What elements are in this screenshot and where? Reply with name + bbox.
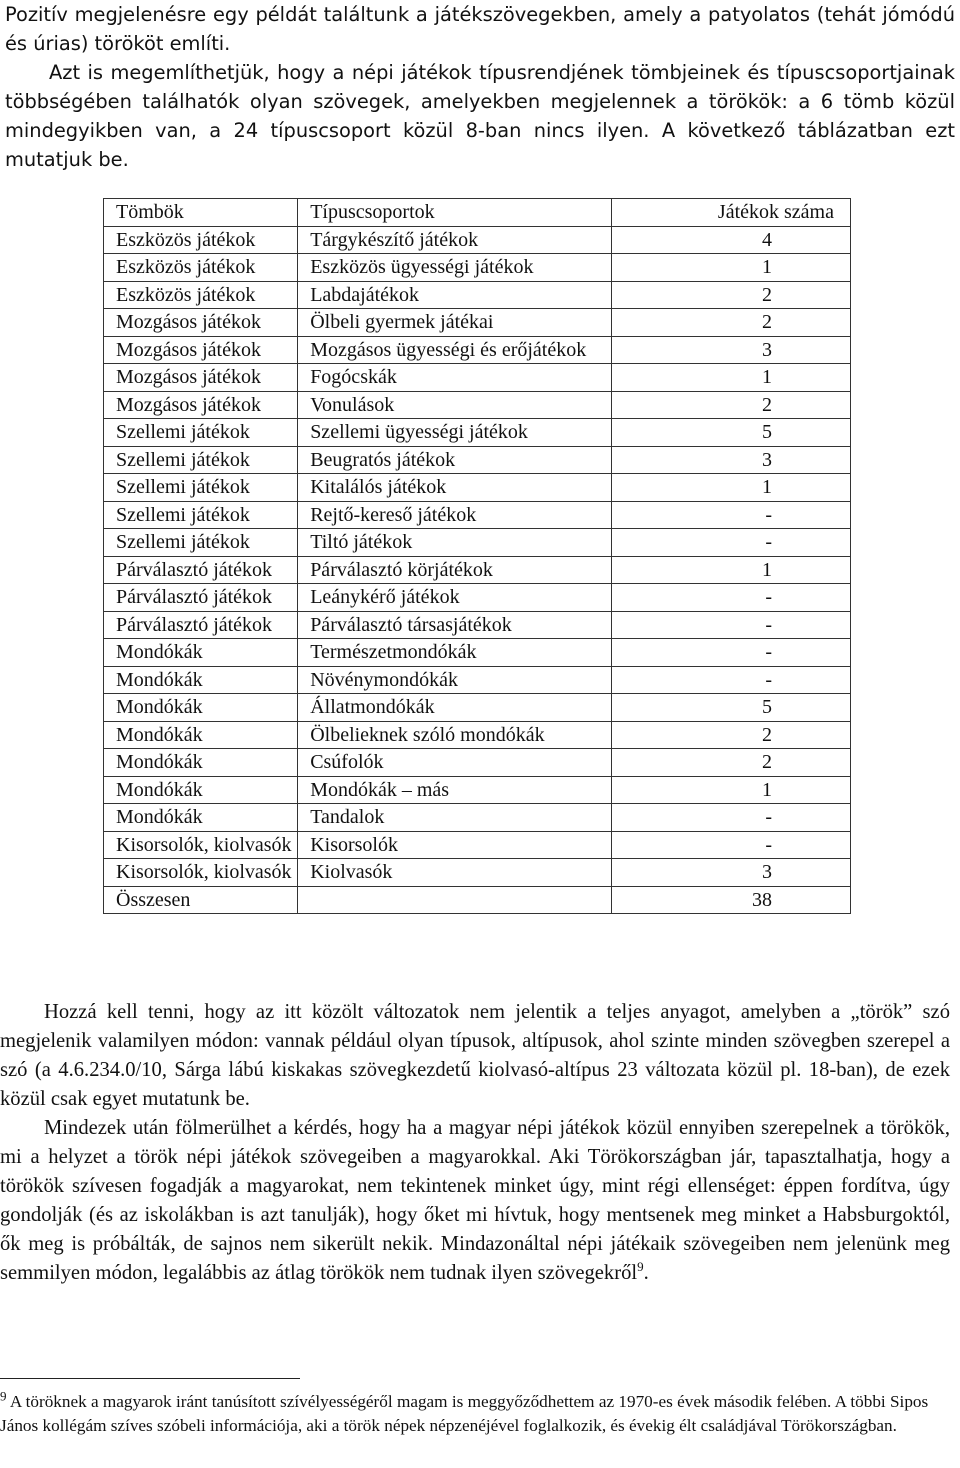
cell-block: Eszközös játékok: [104, 281, 298, 309]
cell-game-count: -: [612, 666, 851, 694]
cell-block: Mondókák: [104, 694, 298, 722]
after-paragraph-2-end: .: [643, 1262, 649, 1284]
table-row: [104, 309, 851, 337]
cell-type-group: Kisorsolók: [298, 831, 612, 859]
cell-block: Párválasztó játékok: [104, 584, 298, 612]
cell-type-group: Vonulások: [298, 391, 612, 419]
cell-type-group: Labdajátékok: [298, 281, 612, 309]
footnote-reference: 9: [637, 1259, 644, 1275]
intro-paragraph-1: Pozitív megjelenésre egy példát találtunk a játékszövegekben, amely a patyolatos (tehát jómódú és úrias) törököt említi.: [5, 3, 955, 55]
table-row: [104, 254, 851, 282]
cell-block: Mondókák: [104, 776, 298, 804]
total-value: 38: [612, 886, 851, 914]
cell-block: Szellemi játékok: [104, 474, 298, 502]
table-row: [104, 501, 851, 529]
table-row: [104, 749, 851, 777]
cell-game-count: -: [612, 804, 851, 832]
games-table: [103, 198, 851, 914]
cell-block: Kisorsolók, kiolvasók: [104, 831, 298, 859]
table-row: [104, 364, 851, 392]
cell-type-group: Párválasztó körjátékok: [298, 556, 612, 584]
table-header-row: [104, 199, 851, 227]
cell-block: Párválasztó játékok: [104, 611, 298, 639]
cell-block: Mondókák: [104, 666, 298, 694]
after-paragraph-2-text: Mindezek után fölmerülhet a kérdés, hogy ha a magyar népi játékok közül ennyiben szerepelnek a törökök, mi a helyzet a török népi játékok szövegeiben a magyarokkal. Aki Törökországban jár, tapasztalhatja, hogy a törökök szívesen fogadják a magyarokat, nem tekintenek minket úgy, mint régi ellenséget: éppen fordítva, úgy gondolják (és az iskolákban is azt tanulják), hogy őket mi hívtuk, hogy mentsenek meg minket a Habsburgoktól, ők meg is próbálták, de sajnos nem sikerült nekik. Mindazonáltal népi játékaik szövegeiben nem jelenünk meg semmilyen módon, legalábbis az átlag törökök nem tudnak ilyen szövegekről: [0, 1117, 950, 1284]
footnote-text: A töröknek a magyarok iránt tanúsított szívélyességéről magam is meggyőződhettem az 1970-es évek második felében. A többi Sipos János kollégám szíves szóbeli információja, aki a török népek népzenéjével foglalkozik, és évekig élt családjával Törökországban.: [0, 1392, 929, 1435]
cell-game-count: 2: [612, 281, 851, 309]
table-row: [104, 859, 851, 887]
after-paragraph-2: [0, 1114, 950, 1288]
cell-game-count: 1: [612, 556, 851, 584]
cell-game-count: 2: [612, 721, 851, 749]
table-row: [104, 336, 851, 364]
cell-type-group: Leánykérő játékok: [298, 584, 612, 612]
cell-block: Mozgásos játékok: [104, 391, 298, 419]
document-page: [5, 0, 955, 174]
cell-type-group: Állatmondókák: [298, 694, 612, 722]
cell-game-count: -: [612, 831, 851, 859]
table-row: [104, 556, 851, 584]
table-row: [104, 639, 851, 667]
cell-type-group: Párválasztó társasjátékok: [298, 611, 612, 639]
table-total-row: [104, 886, 851, 914]
cell-type-group: Ölbeli gyermek játékai: [298, 309, 612, 337]
cell-game-count: 1: [612, 254, 851, 282]
table-row: [104, 611, 851, 639]
cell-game-count: -: [612, 584, 851, 612]
table-row: [104, 419, 851, 447]
table-row: [104, 694, 851, 722]
cell-block: Párválasztó játékok: [104, 556, 298, 584]
table-row: [104, 446, 851, 474]
cell-block: Szellemi játékok: [104, 419, 298, 447]
cell-game-count: 1: [612, 474, 851, 502]
cell-game-count: -: [612, 611, 851, 639]
cell-block: Szellemi játékok: [104, 529, 298, 557]
cell-game-count: 3: [612, 859, 851, 887]
total-label: Összesen: [104, 886, 298, 914]
after-paragraph-1: Hozzá kell tenni, hogy az itt közölt változatok nem jelentik a teljes anyagot, amelyben a „török” szó megjelenik valamilyen módon: vannak például olyan típusok, altípusok, ahol szinte minden szövegben szerepel a szó (a 4.6.234.0/10, Sárga lábú kiskakas szövegkezdetű kiolvasó-altípus 23 változata közül pl. 18-ban), de ezek közül csak egyet mutatunk be.: [0, 1001, 950, 1110]
header-blocks: Tömbök: [104, 199, 298, 227]
cell-block: Szellemi játékok: [104, 446, 298, 474]
cell-type-group: Szellemi ügyességi játékok: [298, 419, 612, 447]
cell-block: Mondókák: [104, 721, 298, 749]
cell-type-group: Mozgásos ügyességi és erőjátékok: [298, 336, 612, 364]
cell-block: Mozgásos játékok: [104, 309, 298, 337]
table-row: [104, 666, 851, 694]
header-type-groups: Típuscsoportok: [298, 199, 612, 227]
table-row: [104, 804, 851, 832]
cell-game-count: 1: [612, 776, 851, 804]
cell-type-group: Kiolvasók: [298, 859, 612, 887]
table-row: [104, 831, 851, 859]
cell-game-count: 3: [612, 336, 851, 364]
total-empty-cell: [298, 886, 612, 914]
cell-type-group: Tiltó játékok: [298, 529, 612, 557]
cell-block: Mozgásos játékok: [104, 336, 298, 364]
cell-block: Kisorsolók, kiolvasók: [104, 859, 298, 887]
footnote-divider: [0, 1378, 300, 1379]
cell-type-group: Ölbelieknek szóló mondókák: [298, 721, 612, 749]
cell-type-group: Természetmondókák: [298, 639, 612, 667]
cell-game-count: -: [612, 501, 851, 529]
cell-block: Eszközös játékok: [104, 226, 298, 254]
cell-type-group: Beugratós játékok: [298, 446, 612, 474]
cell-type-group: Eszközös ügyességi játékok: [298, 254, 612, 282]
cell-type-group: Növénymondókák: [298, 666, 612, 694]
table-row: [104, 776, 851, 804]
cell-type-group: Kitalálós játékok: [298, 474, 612, 502]
table-row: [104, 721, 851, 749]
cell-game-count: 5: [612, 419, 851, 447]
cell-type-group: Csúfolók: [298, 749, 612, 777]
cell-type-group: Fogócskák: [298, 364, 612, 392]
table-row: [104, 391, 851, 419]
footnote-number: 9: [0, 1388, 7, 1404]
footnote: [0, 1390, 950, 1438]
cell-block: Mondókák: [104, 804, 298, 832]
table-row: [104, 529, 851, 557]
cell-block: Mondókák: [104, 639, 298, 667]
cell-type-group: Rejtő-kereső játékok: [298, 501, 612, 529]
table-row: [104, 281, 851, 309]
table-row: [104, 584, 851, 612]
table-row: [104, 474, 851, 502]
cell-game-count: 1: [612, 364, 851, 392]
cell-game-count: -: [612, 639, 851, 667]
cell-game-count: 3: [612, 446, 851, 474]
header-game-count: Játékok száma: [612, 199, 851, 227]
cell-game-count: 2: [612, 391, 851, 419]
cell-type-group: Tandalok: [298, 804, 612, 832]
cell-block: Mozgásos játékok: [104, 364, 298, 392]
cell-game-count: 4: [612, 226, 851, 254]
cell-block: Mondókák: [104, 749, 298, 777]
cell-game-count: 2: [612, 309, 851, 337]
intro-paragraph-2: Azt is megemlíthetjük, hogy a népi játékok típusrendjének tömbjeinek és típuscsoportjainak többségében találhatók olyan szövegek, amelyekben megjelennek a törökök: a 6 tömb közül mindegyikben van, a 24 típuscsoport közül 8-ban nincs ilyen. A következő táblázatban ezt mutatjuk be.: [5, 61, 955, 171]
cell-block: Szellemi játékok: [104, 501, 298, 529]
table-row: [104, 226, 851, 254]
cell-type-group: Mondókák – más: [298, 776, 612, 804]
cell-game-count: 5: [612, 694, 851, 722]
cell-type-group: Tárgykészítő játékok: [298, 226, 612, 254]
cell-block: Eszközös játékok: [104, 254, 298, 282]
after-text: [0, 998, 950, 1288]
cell-game-count: -: [612, 529, 851, 557]
cell-game-count: 2: [612, 749, 851, 777]
